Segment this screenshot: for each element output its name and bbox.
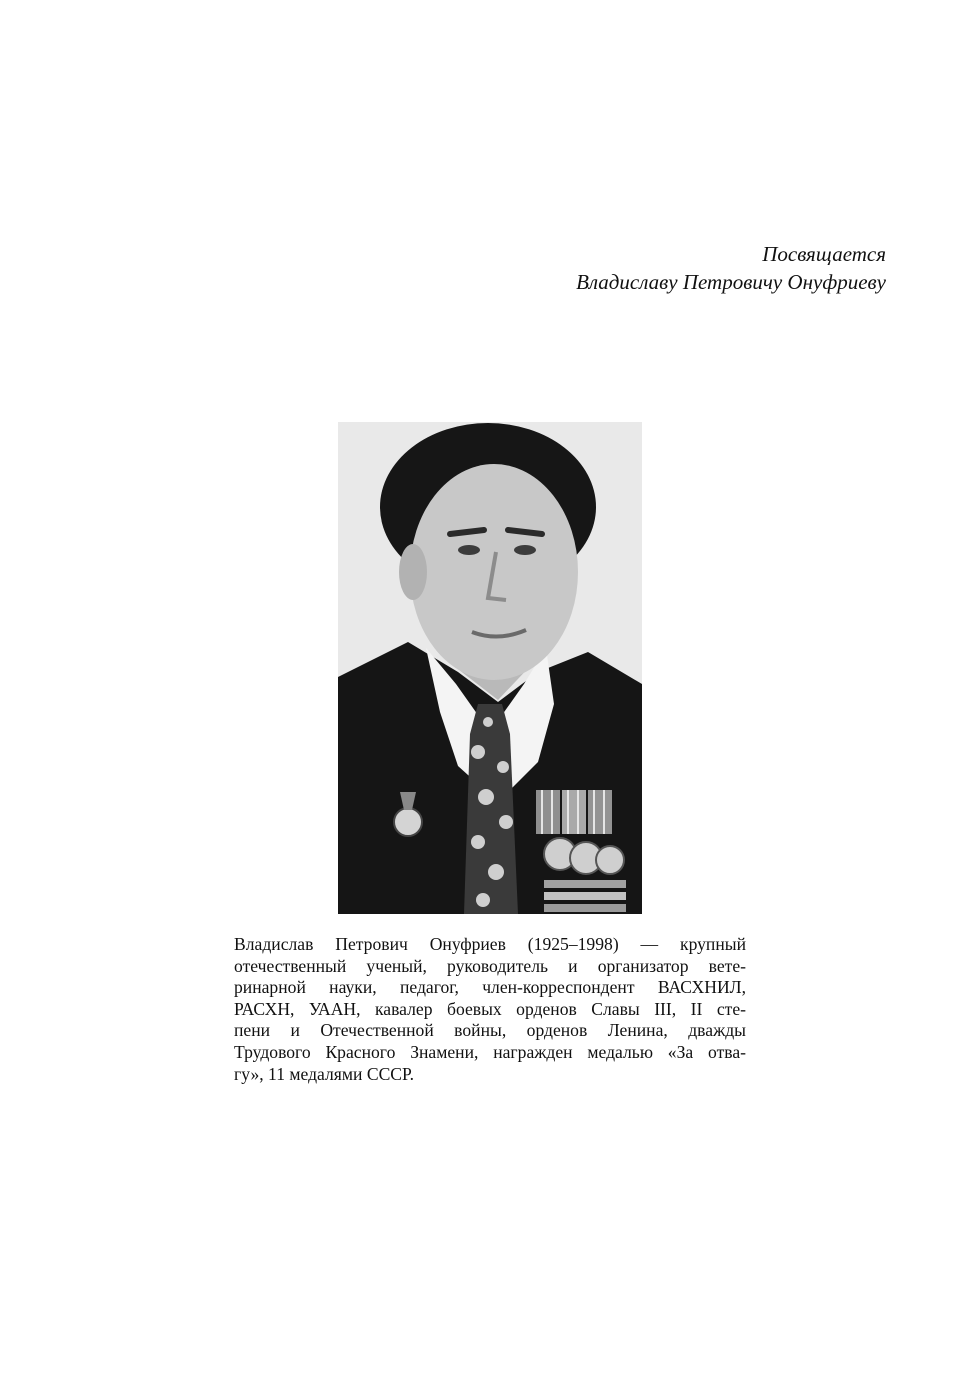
dedication-line-2: Владиславу Петровичу Онуфриеву [576, 270, 886, 294]
caption-line-5: пени и Отечественной войны, орденов Ленина, дважды [234, 1020, 746, 1041]
caption-line-4: РАСХН, УААН, кавалер боевых орденов Славы III, II сте- [234, 998, 746, 1019]
dedication-line-1: Посвящается [762, 242, 886, 266]
caption [234, 934, 746, 1085]
caption-line-2: отечественный ученый, руководитель и организатор вете- [234, 955, 746, 976]
portrait-photo [338, 422, 642, 914]
caption-line-1: Владислав Петрович Онуфриев (1925–1998) — крупный [234, 934, 746, 954]
caption-line-6: Трудового Красного Знамени, награжден медалью «За отва- [234, 1041, 746, 1062]
caption-line-7: гу», 11 медалями СССР. [234, 1063, 415, 1084]
dedication [576, 240, 886, 296]
caption-line-3: ринарной науки, педагог, член-корреспондент ВАСХНИЛ, [234, 977, 746, 998]
